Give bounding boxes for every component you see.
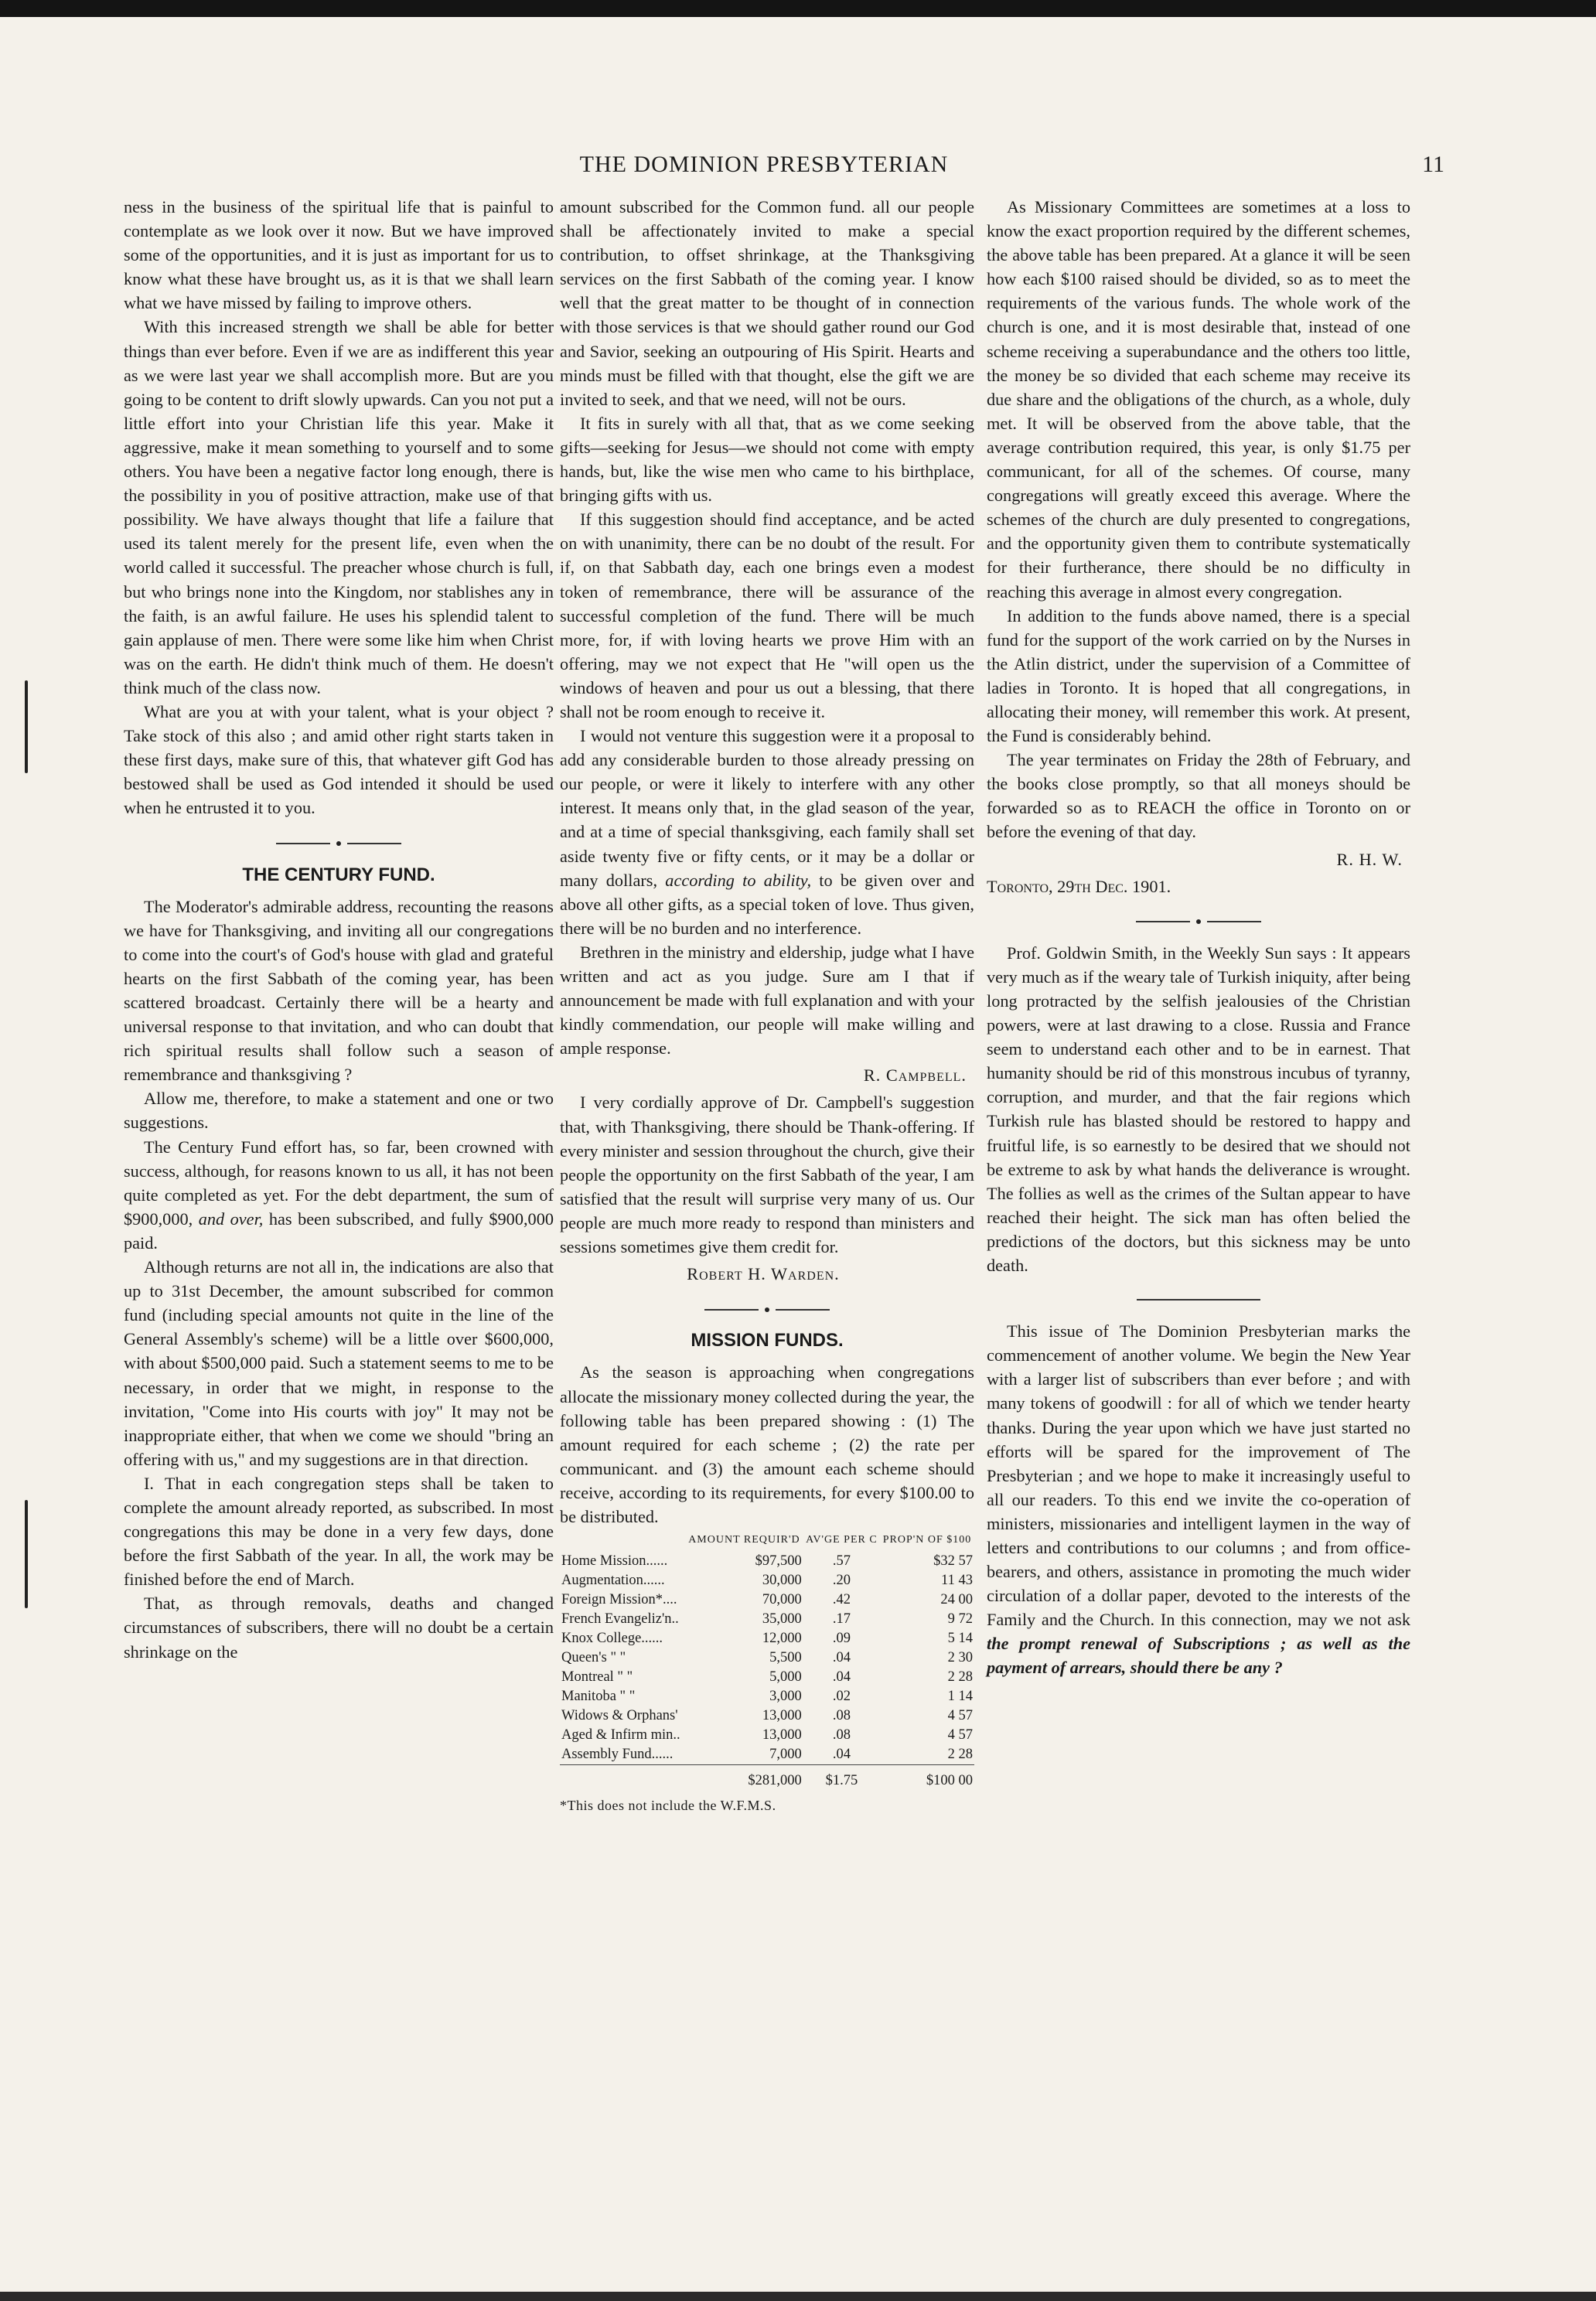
signature: Robert H. Warden.	[687, 1264, 840, 1284]
column-header	[560, 1533, 685, 1552]
paragraph: The Moderator's admirable address, recounting the reasons we have for Thanksgiving, and inviting all our congregations to come into the court's of God's house with glad and grateful hearts on the first Sabbath of the coming year, has been scattered broadcast. Certainly there will be a hearty and universal response to that invitation, and who can doubt that rich spiritual results shall follow such a season of remembrance and thanksgiving ?	[124, 896, 554, 1085]
column-header: AV'GE PER C	[806, 1534, 878, 1546]
paragraph: As Missionary Committees are sometimes at a loss to know the exact proportion required by the different schemes, the above table has been prepared. At a glance it will be seen how each $100 raised should be divided, so as to meet the requirements of the various funds. The whole work of the church is one, and it is most desirable that, instead of one scheme receiving a superabundance and the others too little, the money be so divided that each scheme may receive its due share and the obligations of the church, as a whole, duly met. It will be observed from the above table, that the average contribution required, this year, is only $1.75 per communicant, for all of the schemes. Of course, many congregations will greatly exceed this average. Where the schemes of the church are duly presented to congregations, and the opportunity given them to contribute systematically for their furtherance, there should be no difficulty in reaching this average in almost every congregation.	[987, 197, 1410, 602]
text-run: to be given over and above all other gifts, as a special token of love. Thus given, there will be no burden and no interference.	[560, 870, 974, 938]
page-header	[114, 152, 1444, 182]
paragraph: I very cordially approve of Dr. Campbell's suggestion that, with Thanksgiving, there should be Thank-offering. If every minister and session throughout the church, give their people the opportunity on the first Sabbath of the year, I am satisfied that the result will surprise very many of us. Our people are much more ready to respond than ministers and sessions sometimes give them credit for.	[560, 1093, 974, 1257]
table-cell: Assembly Fund......	[561, 1747, 674, 1763]
column-1	[124, 195, 554, 1664]
column-3	[987, 195, 1410, 1680]
binding-clip-mark	[19, 1500, 34, 1608]
table-cell: .57	[832, 1553, 851, 1570]
table-cell: .04	[832, 1747, 851, 1763]
dateline: Toronto, 29th Dec. 1901.	[987, 876, 1171, 896]
table-cell: 7,000	[769, 1747, 802, 1763]
table-cell: 5,000	[769, 1669, 802, 1686]
page-number: 11	[1422, 152, 1444, 177]
paragraph: In addition to the funds above named, there is a special fund for the support of the work carried on by the Nurses in the Atlin district, under the supervision of a Committee of ladies in Toronto. It is hoped that all congregations, in allocating their money, will remember this work. At present, the Fund is considerably behind.	[987, 605, 1410, 746]
table-cell: 24 00	[940, 1592, 973, 1608]
table-cell: .17	[832, 1611, 851, 1628]
table-row	[560, 1590, 974, 1610]
paragraph: Although returns are not all in, the indications are also that up to 31st December, the amount subscribed for common fund (including special amounts not quite in the line of the General Assembly's scheme) will be a little over $600,000, with about $500,000 paid. Such a statement seems to me to be necessary, in order that we might, in response to the invitation, "Come into His courts with joy" It may not be inappropriate either, that when we come we should "bring an offering with us," and my suggestions are in that direction.	[124, 1257, 554, 1469]
paragraph: ness in the business of the spiritual life that is painful to contemplate as we look over it now. But we have improved some of the opportunities, and it is just as important for us to know what these have brought us, as it is that we shall learn what we have missed by failing to improve others.	[124, 197, 554, 313]
paragraph: Prof. Goldwin Smith, in the Weekly Sun says : It appears very much as if the weary tale of Turkish iniquity, after being long protracted by the selfish jealousies of the Christian powers, were at last drawing to a close. Russia and France seem to understand each other and to be in earnest. That humanity should be rid of this monstrous incubus of tyranny, corruption, and murder, and that the fair regions which Turkish rule has blasted should be restored to happy and fruitful life, is so earnestly to be desired that we should not be extreme to ask by what hands the deliverance is wrought. The follies as well as the crimes of the Sultan appear to have reached their height. The sick man has often belied the predictions of the doctors, but this sickness may be unto death.	[987, 943, 1410, 1276]
table-cell: .08	[832, 1727, 851, 1744]
table-cell: Montreal " "	[561, 1669, 633, 1686]
table-footnote: *This does not include the W.F.M.S.	[560, 1798, 776, 1814]
table-cell: .09	[832, 1631, 851, 1647]
scan-bottom-edge	[0, 2292, 1596, 2301]
table-cell: 1 14	[947, 1689, 973, 1705]
paragraph: If this suggestion should find acceptance, and be acted on with unanimity, there can be no doubt of the result. For if, on that Sabbath day, each one brings even a modest token of remembrance, there will be assurance of the successful completion of the fund. There will be much more, for, if with loving hearts we prove Him with an offering, may we not expect that He "will open us the windows of heaven and pour us out a blessing, that there shall not be room enough to receive it.	[560, 510, 974, 721]
mission-funds-table	[560, 1533, 974, 1791]
paragraph: As the season is approaching when congregations allocate the missionary money collected during the year, the following table has been prepared showing : (1) The amount required for each scheme ; (2) the rate per communicant. and (3) the amount each scheme should receive, according to its requirements, for every $100.00 to be distributed.	[560, 1362, 974, 1526]
table-cell: .20	[832, 1573, 851, 1589]
paragraph: That, as through removals, deaths and changed circumstances of subscribers, there will no doubt be a certain shrinkage on the	[124, 1594, 554, 1662]
paragraph: With this increased strength we shall be able for better things than ever before. Even if we are as indifferent this year as we were last year we shall accomplish more. But are you going to be content to drift slowly upwards. Can you not put a little effort into your Christian life this year. Make it aggressive, make it mean something to yourself and to some others. You have been a negative factor long enough, there is the possibility in you of positive attraction, make use of that possibility. We have always thought that life a failure that used its talent merely for the present life, even when the world called it successful. The preacher whose church is full, but who brings none into the Kingdom, nor stablishes any in the faith, is an awful failure. He uses his splendid talent to gain applause of men. There were some like him when Christ was on the earth. He didn't think much of them. He doesn't think much of the class now.	[124, 317, 554, 697]
paragraph: Allow me, therefore, to make a statement and one or two suggestions.	[124, 1089, 554, 1133]
table-cell: Manitoba " "	[561, 1689, 636, 1705]
table-cell: 70,000	[762, 1592, 802, 1608]
table-cell: $32 57	[933, 1553, 973, 1570]
section-rule	[1137, 1299, 1260, 1300]
text-run: This issue of The Dominion Presbyterian marks the commencement of another volume. We begin the New Year with a larger list of subscribers than ever before ; and with many tokens of goodwill : for all of which we tender hearty thanks. During the year upon which we have just started no efforts will be spared for the improvement of The Presbyterian ; and we hope to make it increasingly useful to all our readers. To this end we invite the co-operation of ministers, missionaries and intelligent laymen in the way of letters and contributions to our columns ; and from office-bearers, and others, assistance in promoting the much wider circulation of a dollar paper, devoted to the interests of the Family and the Church. In this connection, may we not ask	[987, 1321, 1410, 1630]
table-cell: Aged & Infirm min..	[561, 1727, 680, 1744]
table-cell: 13,000	[762, 1708, 802, 1724]
paragraph	[124, 1135, 554, 1255]
table-row	[560, 1706, 974, 1726]
table-body	[560, 1552, 974, 1791]
table-cell: 11 43	[941, 1573, 973, 1589]
table-row	[560, 1687, 974, 1706]
table-cell: 3,000	[769, 1689, 802, 1705]
signature: R. H. W.	[1336, 849, 1403, 869]
section-divider	[987, 909, 1410, 933]
table-cell: .04	[832, 1669, 851, 1686]
table-cell: 2 30	[947, 1650, 973, 1666]
table-row	[560, 1629, 974, 1648]
column-2	[560, 195, 974, 1818]
table-cell: $97,500	[755, 1553, 802, 1570]
table-cell: Augmentation......	[561, 1573, 665, 1589]
table-cell: Widows & Orphans'	[561, 1708, 678, 1724]
table-total-row	[560, 1765, 974, 1791]
signature: R. Campbell.	[863, 1065, 967, 1086]
text-run: The Century Fund effort has, so far, been crowned with success, although, for reasons known to us all, it has not been quite completed as yet. For the debt department, the sum of $900,000,	[124, 1137, 554, 1229]
column-header: AMOUNT REQUIR'D	[688, 1534, 800, 1546]
table-cell: 4 57	[947, 1708, 973, 1724]
binding-clip-mark	[19, 680, 34, 773]
paragraph: What are you at with your talent, what is your object ? Take stock of this also ; and amid other right starts taken in these first days, make sure of this, that whatever gift God has bestowed shall be used as God intended it should be used when he entrusted it to you.	[124, 701, 554, 818]
table-cell: 30,000	[762, 1573, 802, 1589]
section-heading-mission-funds: MISSION FUNDS.	[691, 1330, 844, 1352]
text-run: I would not venture this suggestion were it a proposal to add any considerable burden to those already pressing on our people, or were it likely to interfere with any other interest. It means only that, in the glad season of the year, and at a time of special thanksgiving, each family shall set aside twenty five or fifty cents, or it may be a dollar or many dollars,	[560, 726, 974, 890]
paragraph: amount subscribed for the Common fund. all our people shall be affectionately invited to make a special contribution, to offset shrinkage, at the Thanksgiving services on the first Sabbath of the coming year. I know well that the great matter to be thought of in connection with those services is that we should gather round our God and Savior, seeking an outpouring of His Spirit. Hearts and minds must be filled with that thought, else the gift we are invited to seek, and that we need, will not be ours.	[560, 197, 974, 409]
table-cell: $281,000	[685, 1765, 803, 1791]
italic-run: according to ability,	[665, 870, 812, 890]
table-cell: French Evangeliz'n..	[561, 1611, 679, 1628]
table-cell: 4 57	[947, 1727, 973, 1744]
column-header: PROP'N OF $100	[882, 1534, 972, 1546]
table-cell: .02	[832, 1689, 851, 1705]
table-cell: 13,000	[762, 1727, 802, 1744]
section-divider	[124, 830, 554, 854]
paragraph: Brethren in the ministry and eldership, judge what I have written and act as you judge. Sure am I that if announcement be made with full explanation and with your kindly commendation, our people will make willing and ample response.	[560, 942, 974, 1058]
table-cell: 2 28	[947, 1669, 973, 1686]
table-row	[560, 1745, 974, 1765]
table-cell: 9 72	[947, 1611, 973, 1628]
table-cell: 35,000	[762, 1611, 802, 1628]
table-header-row	[560, 1533, 974, 1552]
paragraph: I. That in each congregation steps shall be taken to complete the amount already reported, as subscribed. In most congregations this may be done in a very few days, done before the first Sabbath of the year. In all, the work may be finished before the end of March.	[124, 1473, 554, 1590]
table-row	[560, 1571, 974, 1590]
table-cell: Foreign Mission*....	[561, 1592, 677, 1608]
italic-run: the prompt renewal of Subscriptions ; as well as the payment of arrears, should there be any ?	[987, 1634, 1410, 1678]
table-cell: Knox College......	[561, 1631, 663, 1647]
paragraph: The year terminates on Friday the 28th of February, and the books close promptly, so that all moneys should be forwarded so as to REACH the office in Toronto on or before the evening of that day.	[987, 750, 1410, 842]
table-cell: Queen's " "	[561, 1650, 626, 1666]
paragraph	[560, 724, 974, 940]
table-row	[560, 1552, 974, 1571]
table-cell: 5,500	[769, 1650, 802, 1666]
paragraph	[987, 1319, 1410, 1679]
table-cell: 12,000	[762, 1631, 802, 1647]
table-row	[560, 1668, 974, 1687]
italic-run: and over,	[198, 1208, 264, 1229]
text-run: has been subscribed, and fully $900,000 paid.	[124, 1208, 554, 1253]
table-row	[560, 1648, 974, 1668]
table-cell: 5 14	[947, 1631, 973, 1647]
section-divider	[560, 1297, 974, 1321]
masthead-title: THE DOMINION PRESBYTERIAN	[579, 152, 949, 177]
scan-top-edge	[0, 0, 1596, 17]
table-cell: Home Mission......	[561, 1553, 668, 1570]
table-cell: 2 28	[947, 1747, 973, 1763]
paragraph: It fits in surely with all that, that as we come seeking gifts—seeking for Jesus—we should not come with empty hands, but, like the wise men who came to his birthplace, bringing gifts with us.	[560, 413, 974, 506]
table-cell: .04	[832, 1650, 851, 1666]
table-cell: $1.75	[803, 1765, 880, 1791]
table-row	[560, 1610, 974, 1629]
table-cell	[560, 1765, 685, 1791]
section-heading-century-fund: THE CENTURY FUND.	[242, 864, 435, 885]
table-cell: $100 00	[880, 1765, 974, 1791]
table-cell: .08	[832, 1708, 851, 1724]
table-row	[560, 1726, 974, 1745]
table-cell: .42	[832, 1592, 851, 1608]
